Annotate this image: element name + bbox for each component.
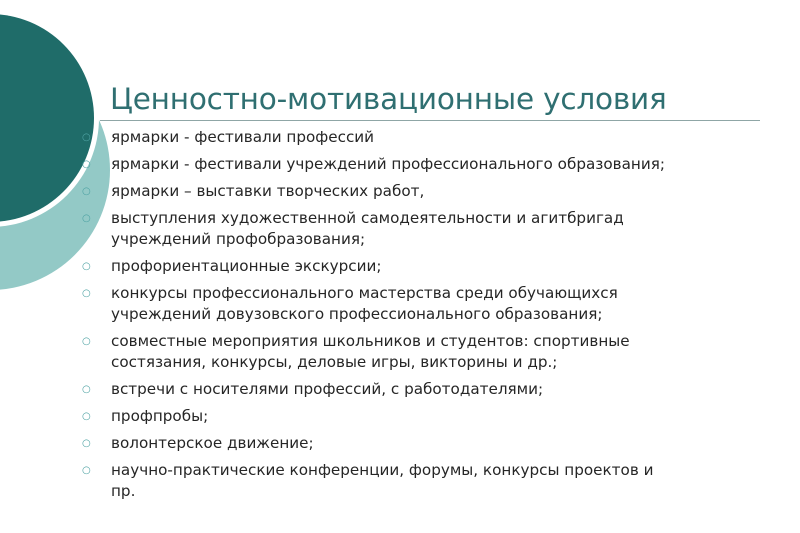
list-item-line-1: встречи с носителями профессий, с работодателями; [111,380,544,398]
list-item-line-1: выступления художественной самодеятельности и агитбригад [111,209,624,227]
list-item [82,181,772,202]
list-item-line-2: учреждений довузовского профессионального образования; [111,305,603,323]
bullet-circle-icon: ○ [82,159,91,170]
list-item-line-1: ярмарки - фестивали профессий [111,128,375,146]
list-item [82,460,772,502]
list-item [82,331,772,373]
list-item-line-2: состязания, конкурсы, деловые игры, викторины и др.; [111,353,558,371]
list-item [82,406,772,427]
list-item-line-1: научно-практические конференции, форумы, конкурсы проектов и [111,461,654,479]
list-item-line-1: совместные мероприятия школьников и студентов: спортивные [111,332,630,350]
list-item-line-1: ярмарки – выставки творческих работ, [111,182,425,200]
slide-title: Ценностно-мотивационные условия [110,82,667,116]
bullet-circle-icon: ○ [82,132,91,143]
list-item [82,433,772,454]
bullet-circle-icon: ○ [82,186,91,197]
list-item [82,283,772,325]
list-item-line-1: волонтерское движение; [111,434,314,452]
list-item [82,208,772,250]
list-item [82,256,772,277]
bullet-circle-icon: ○ [82,438,91,449]
list-item-line-1: ярмарки - фестивали учреждений профессионального образования; [111,155,665,173]
bullet-list [82,127,772,508]
list-item [82,127,772,148]
title-divider [100,120,760,121]
list-item-line-1: профориентационные экскурсии; [111,257,382,275]
list-item [82,379,772,400]
bullet-circle-icon: ○ [82,411,91,422]
bullet-circle-icon: ○ [82,384,91,395]
bullet-circle-icon: ○ [82,465,91,476]
bullet-circle-icon: ○ [82,288,91,299]
list-item-line-1: профпробы; [111,407,209,425]
list-item [82,154,772,175]
bullet-circle-icon: ○ [82,213,91,224]
bullet-circle-icon: ○ [82,261,91,272]
list-item-line-2: пр. [111,482,136,500]
list-item-line-1: конкурсы профессионального мастерства среди обучающихся [111,284,618,302]
bullet-circle-icon: ○ [82,336,91,347]
list-item-line-2: учреждений профобразования; [111,230,366,248]
